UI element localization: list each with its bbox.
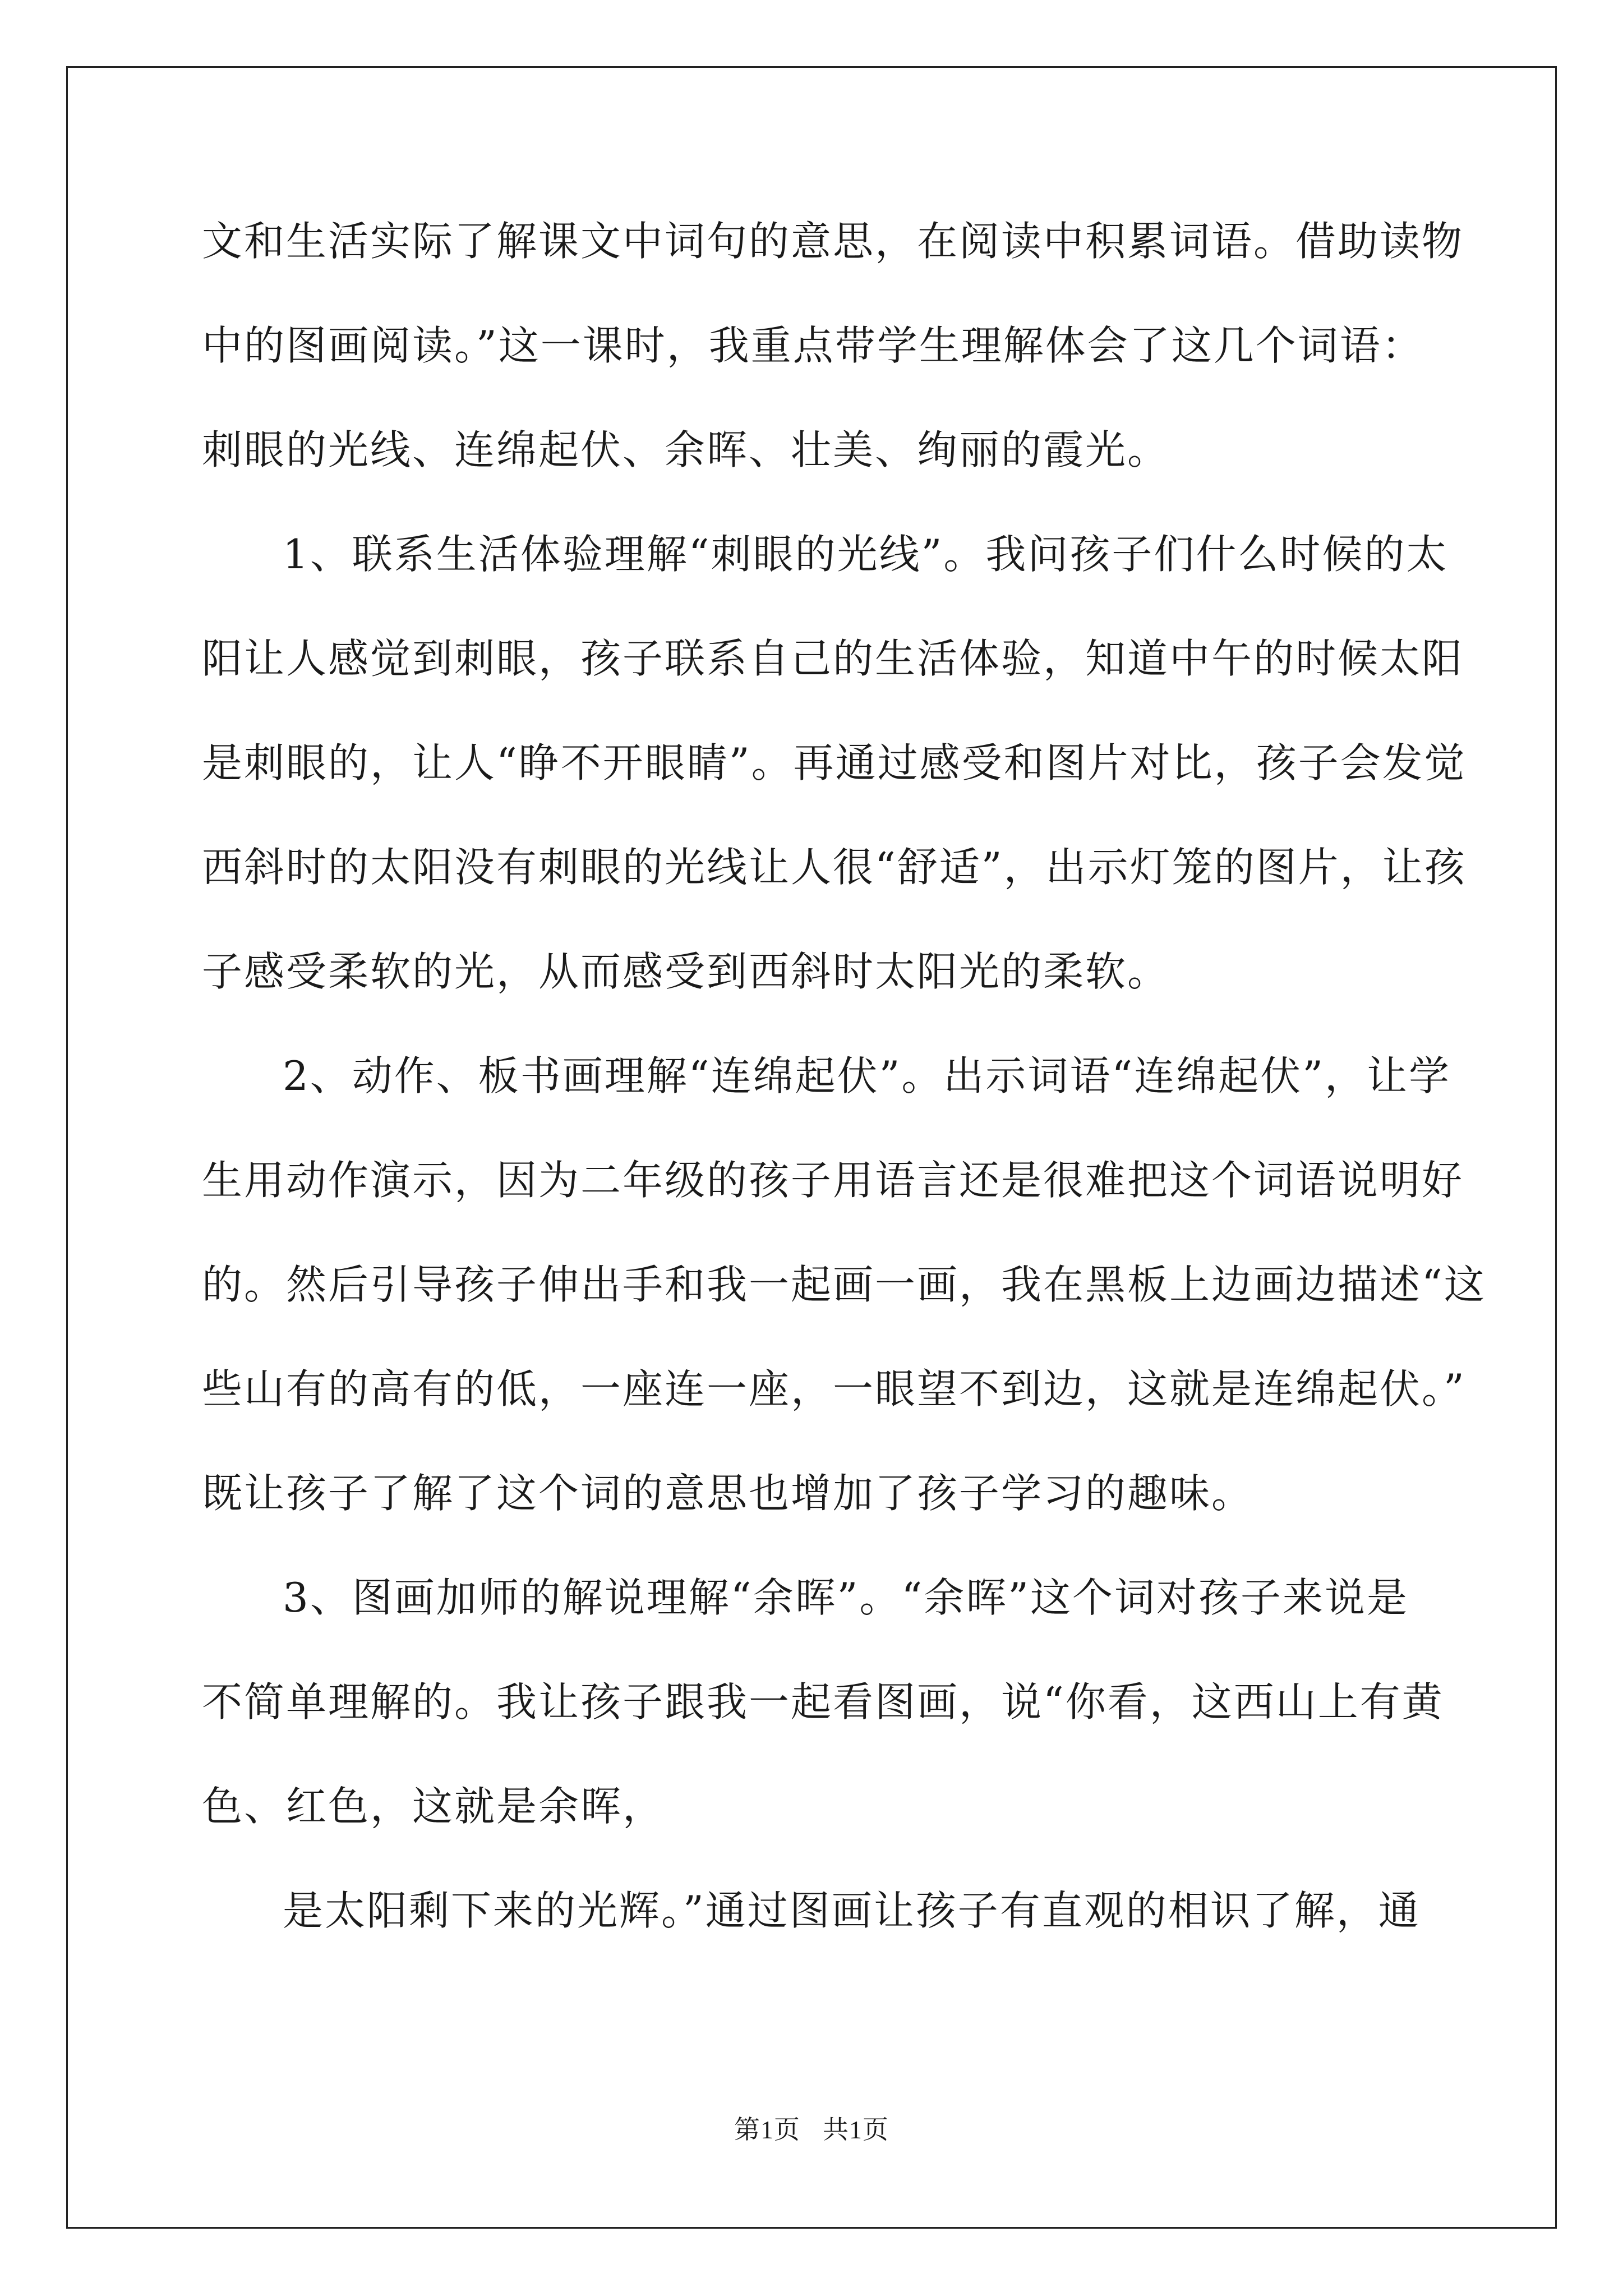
- text-line: 的。然后引导孩子伸出手和我一起画一画，我在黑板上边画边描述“这: [202, 1261, 1486, 1308]
- paragraph-start-line: 是太阳剩下来的光辉。”通过图画让孩子有直观的相识了解，通: [283, 1887, 1421, 1934]
- text-line: 西斜时的太阳没有刺眼的光线让人很“舒适”，出示灯笼的图片，让孩: [202, 844, 1467, 891]
- text-line: 是刺眼的，让人“睁不开眼睛”。再通过感受和图片对比，孩子会发觉: [202, 739, 1467, 786]
- text-line: 既让孩子了解了这个词的意思也增加了孩子学习的趣味。: [202, 1470, 1254, 1517]
- text-line: 中的图画阅读。”这一课时，我重点带学生理解体会了这几个词语：: [202, 322, 1424, 369]
- page-number: 第1页: [734, 2115, 800, 2144]
- paragraph-start-line: 3、图画加师的解说理解“余晖”。“余晖”这个词对孩子来说是: [283, 1574, 1409, 1621]
- paragraph-start-line: 1、联系生活体验理解“刺眼的光线”。我问孩子们什么时候的太: [283, 531, 1449, 578]
- text-line: 生用动作演示，因为二年级的孩子用语言还是很难把这个词语说明好: [202, 1157, 1464, 1204]
- page-total: 共1页: [823, 2115, 889, 2144]
- text-line: 刺眼的光线、连绵起伏、余晖、壮美、绚丽的霞光。: [202, 426, 1170, 473]
- paragraph-start-line: 2、动作、板书画理解“连绵起伏”。出示词语“连绵起伏”，让学: [283, 1052, 1451, 1099]
- text-line: 些山有的高有的低，一座连一座，一眼望不到边，这就是连绵起伏。”: [202, 1365, 1466, 1412]
- text-line: 阳让人感觉到刺眼，孩子联系自己的生活体验，知道中午的时候太阳: [202, 635, 1464, 682]
- text-line: 文和生活实际了解课文中词句的意思，在阅读中积累词语。借助读物: [202, 218, 1464, 265]
- text-line: 色、红色，这就是余晖，: [202, 1783, 665, 1830]
- text-line: 子感受柔软的光，从而感受到西斜时太阳光的柔软。: [202, 948, 1170, 995]
- text-line: 不简单理解的。我让孩子跟我一起看图画，说“你看，这西山上有黄: [202, 1678, 1444, 1726]
- page-footer: [0, 2109, 1623, 2146]
